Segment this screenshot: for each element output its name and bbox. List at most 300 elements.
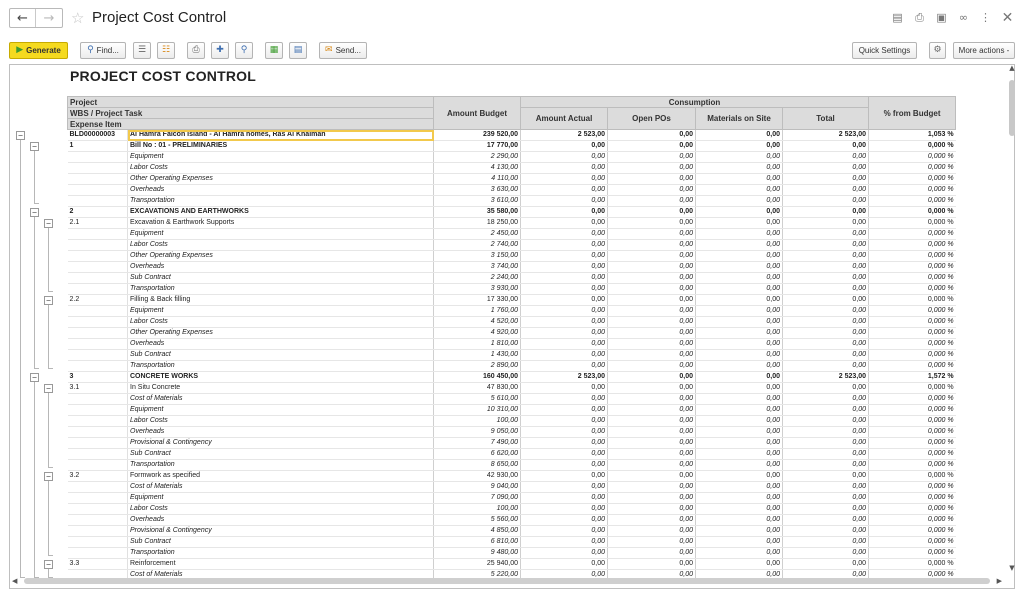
row-pct-budget: 0,000 % [869,350,956,361]
row-actual: 0,00 [521,361,608,372]
row-description: Labor Costs [128,240,434,251]
outline-line [48,305,49,368]
table-row[interactable] [68,262,956,273]
row-description: Equipment [128,229,434,240]
row-budget: 5 220,00 [434,570,521,581]
row-open-pos: 0,00 [608,240,696,251]
table-row[interactable] [68,306,956,317]
row-budget: 35 580,00 [434,207,521,218]
navigation-buttons [9,8,63,28]
collapse-toggle-icon[interactable]: − [30,142,39,151]
table-row[interactable] [68,141,956,152]
row-total: 0,00 [783,163,869,174]
row-materials: 0,00 [696,460,783,471]
row-open-pos: 0,00 [608,185,696,196]
horizontal-scrollbar[interactable] [12,577,1002,585]
quick-settings-button[interactable] [852,42,917,59]
collapse-toggle-icon[interactable]: − [16,131,25,140]
row-code [68,460,128,471]
table-row[interactable] [68,229,956,240]
row-code [68,526,128,537]
save-icon[interactable]: ▤ [892,11,903,24]
row-actual: 0,00 [521,383,608,394]
row-actual: 0,00 [521,262,608,273]
row-pct-budget: 0,000 % [869,229,956,240]
row-pct-budget: 0,000 % [869,262,956,273]
print-icon[interactable]: ⎙ [915,10,924,24]
row-open-pos: 0,00 [608,196,696,207]
row-description: EXCAVATIONS AND EARTHWORKS [128,207,434,218]
row-code [68,339,128,350]
collapse-toggle-icon[interactable]: − [44,472,53,481]
row-actual: 0,00 [521,559,608,570]
collapse-toggle-icon[interactable]: − [44,560,53,569]
row-budget: 9 040,00 [434,482,521,493]
row-materials: 0,00 [696,570,783,581]
find-button[interactable] [80,42,126,59]
row-actual: 0,00 [521,240,608,251]
row-description: Labor Costs [128,163,434,174]
row-materials: 0,00 [696,284,783,295]
row-materials: 0,00 [696,141,783,152]
save-report-button[interactable] [289,42,307,59]
row-open-pos: 0,00 [608,405,696,416]
window-tools [889,9,1016,26]
row-code: 1 [68,141,128,152]
row-pct-budget: 0,000 % [869,526,956,537]
row-actual: 0,00 [521,427,608,438]
row-code [68,251,128,262]
row-total: 0,00 [783,207,869,218]
row-materials: 0,00 [696,438,783,449]
report-area [9,64,1015,589]
report-title: PROJECT COST CONTROL [70,68,257,84]
row-pct-budget: 0,000 % [869,427,956,438]
row-actual: 0,00 [521,284,608,295]
row-budget: 7 490,00 [434,438,521,449]
collapse-toggle-icon[interactable]: − [44,219,53,228]
row-code [68,163,128,174]
row-total: 0,00 [783,218,869,229]
row-actual: 0,00 [521,196,608,207]
row-budget: 17 770,00 [434,141,521,152]
row-open-pos: 0,00 [608,339,696,350]
row-pct-budget: 0,000 % [869,273,956,284]
row-total: 0,00 [783,141,869,152]
row-code [68,416,128,427]
row-budget: 6 620,00 [434,449,521,460]
row-total: 0,00 [783,493,869,504]
table-row[interactable] [68,328,956,339]
row-code [68,427,128,438]
row-budget: 3 630,00 [434,185,521,196]
row-code [68,328,128,339]
row-total: 0,00 [783,460,869,471]
row-total: 0,00 [783,295,869,306]
row-budget: 4 110,00 [434,174,521,185]
collapse-toggle-icon[interactable]: − [44,296,53,305]
header-consumption: Consumption [521,97,869,108]
title-bar [0,0,1024,36]
row-description: Other Operating Expenses [128,174,434,185]
table-row[interactable] [68,405,956,416]
row-materials: 0,00 [696,394,783,405]
row-actual: 0,00 [521,405,608,416]
header-materials-on-site: Materials on Site [696,108,783,130]
table-row[interactable] [68,174,956,185]
table-row[interactable] [68,152,956,163]
row-description: Overheads [128,339,434,350]
row-actual: 0,00 [521,504,608,515]
table-row[interactable] [68,493,956,504]
table-row[interactable] [68,559,956,570]
table-row[interactable] [68,427,956,438]
row-total: 0,00 [783,537,869,548]
row-code [68,515,128,526]
scroll-right-icon[interactable]: ▶ [996,577,1002,585]
row-open-pos: 0,00 [608,350,696,361]
table-row[interactable] [68,273,956,284]
table-row[interactable] [68,361,956,372]
row-budget: 3 150,00 [434,251,521,262]
row-code [68,229,128,240]
row-description: Sub Contract [128,537,434,548]
row-materials: 0,00 [696,372,783,383]
row-open-pos: 0,00 [608,152,696,163]
row-budget: 2 740,00 [434,240,521,251]
table-row[interactable] [68,515,956,526]
row-description: Transportation [128,361,434,372]
header-total: Total [783,108,869,130]
row-pct-budget: 0,000 % [869,174,956,185]
row-total: 0,00 [783,438,869,449]
send-button[interactable] [319,42,367,59]
row-total: 0,00 [783,449,869,460]
row-open-pos: 0,00 [608,262,696,273]
row-budget: 9 050,00 [434,427,521,438]
row-actual: 0,00 [521,229,608,240]
outline-tick [48,291,53,292]
play-icon: ▶ [16,45,24,55]
table-row[interactable] [68,394,956,405]
row-materials: 0,00 [696,405,783,416]
row-code [68,185,128,196]
forward-arrow-icon[interactable]: → [43,10,55,26]
table-row[interactable] [68,317,956,328]
row-description: Overheads [128,427,434,438]
row-open-pos: 0,00 [608,504,696,515]
row-materials: 0,00 [696,163,783,174]
table-row[interactable] [68,295,956,306]
collapse-all-button[interactable] [157,42,175,59]
table-row[interactable] [68,284,956,295]
generate-button[interactable] [9,42,68,59]
row-description: Provisional & Contingency [128,526,434,537]
row-materials: 0,00 [696,416,783,427]
table-row[interactable] [68,460,956,471]
table-row[interactable] [68,526,956,537]
row-open-pos: 0,00 [608,460,696,471]
close-icon[interactable]: ✕ [1001,9,1014,26]
row-actual: 0,00 [521,152,608,163]
row-materials: 0,00 [696,130,783,141]
row-budget: 47 830,00 [434,383,521,394]
row-description: Equipment [128,405,434,416]
row-budget: 2 290,00 [434,152,521,163]
table-row[interactable] [68,163,956,174]
row-code [68,438,128,449]
row-total: 0,00 [783,328,869,339]
row-actual: 0,00 [521,460,608,471]
row-actual: 0,00 [521,163,608,174]
row-materials: 0,00 [696,306,783,317]
row-description: Overheads [128,262,434,273]
row-open-pos: 0,00 [608,207,696,218]
header-open-pos: Open POs [608,108,696,130]
row-materials: 0,00 [696,251,783,262]
row-total: 0,00 [783,306,869,317]
row-budget: 42 930,00 [434,471,521,482]
row-code: 2.2 [68,295,128,306]
row-pct-budget: 0,000 % [869,328,956,339]
row-description: In Situ Concrete [128,383,434,394]
preview-icon[interactable]: ▣ [936,11,947,24]
search-icon: ⚲ [87,45,94,55]
table-row[interactable] [68,185,956,196]
row-total: 0,00 [783,229,869,240]
row-budget: 3 740,00 [434,262,521,273]
row-code: 2.1 [68,218,128,229]
row-code [68,504,128,515]
row-actual: 0,00 [521,526,608,537]
row-pct-budget: 1,572 % [869,372,956,383]
row-total: 0,00 [783,515,869,526]
row-description: Labor Costs [128,317,434,328]
more-actions-button[interactable] [953,42,1015,59]
row-budget: 239 520,00 [434,130,521,141]
outline-tick [48,467,53,468]
table-row[interactable] [68,482,956,493]
row-open-pos: 0,00 [608,515,696,526]
row-materials: 0,00 [696,548,783,559]
row-pct-budget: 0,000 % [869,537,956,548]
cost-table [67,96,955,581]
row-code: 2 [68,207,128,218]
outline-tick [48,555,53,556]
horizontal-scroll-thumb[interactable] [24,578,990,584]
row-actual: 0,00 [521,295,608,306]
export-excel-button[interactable] [265,42,283,59]
row-budget: 1 810,00 [434,339,521,350]
vertical-scrollbar[interactable] [1008,64,1016,572]
row-description: Equipment [128,152,434,163]
row-open-pos: 0,00 [608,493,696,504]
row-open-pos: 0,00 [608,548,696,559]
outline-tick [34,368,39,369]
row-pct-budget: 0,000 % [869,207,956,218]
table-row[interactable] [68,537,956,548]
favorite-star-icon[interactable]: ☆ [71,9,85,27]
row-open-pos: 0,00 [608,361,696,372]
row-actual: 0,00 [521,185,608,196]
row-actual: 0,00 [521,207,608,218]
row-actual: 0,00 [521,317,608,328]
vertical-scroll-thumb[interactable] [1009,80,1015,136]
zoom-icon: ⚲ [240,45,248,55]
row-code [68,152,128,163]
row-budget: 6 810,00 [434,537,521,548]
row-pct-budget: 0,000 % [869,240,956,251]
table-body [68,130,956,581]
row-open-pos: 0,00 [608,482,696,493]
row-budget: 4 850,00 [434,526,521,537]
back-arrow-icon[interactable]: ← [10,9,36,27]
zoom-button[interactable] [235,42,253,59]
row-description: Equipment [128,493,434,504]
table-row[interactable] [68,218,956,229]
table-row[interactable] [68,240,956,251]
outline-line [48,393,49,467]
row-materials: 0,00 [696,218,783,229]
row-total: 0,00 [783,482,869,493]
row-actual: 0,00 [521,537,608,548]
row-actual: 0,00 [521,449,608,460]
row-pct-budget: 0,000 % [869,548,956,559]
collapse-toggle-icon[interactable]: − [30,373,39,382]
row-materials: 0,00 [696,427,783,438]
row-actual: 0,00 [521,273,608,284]
row-open-pos: 0,00 [608,471,696,482]
row-budget: 4 920,00 [434,328,521,339]
row-open-pos: 0,00 [608,394,696,405]
row-materials: 0,00 [696,152,783,163]
row-actual: 0,00 [521,141,608,152]
row-actual: 0,00 [521,438,608,449]
row-pct-budget: 0,000 % [869,504,956,515]
row-budget: 3 930,00 [434,284,521,295]
row-total: 0,00 [783,262,869,273]
collapse-toggle-icon[interactable]: − [44,384,53,393]
table-row[interactable] [68,438,956,449]
row-open-pos: 0,00 [608,372,696,383]
table-row[interactable] [68,196,956,207]
row-pct-budget: 0,000 % [869,570,956,581]
row-actual: 0,00 [521,251,608,262]
table-row[interactable] [68,471,956,482]
expand-all-button[interactable] [133,42,151,59]
row-total: 0,00 [783,504,869,515]
outline-line [34,382,35,577]
row-actual: 0,00 [521,218,608,229]
row-materials: 0,00 [696,185,783,196]
find-button-label: Find... [96,46,119,55]
row-materials: 0,00 [696,295,783,306]
row-budget: 8 650,00 [434,460,521,471]
table-row[interactable] [68,449,956,460]
fit-button[interactable] [211,42,229,59]
row-open-pos: 0,00 [608,449,696,460]
row-total: 0,00 [783,152,869,163]
row-budget: 5 560,00 [434,515,521,526]
row-code [68,196,128,207]
row-budget: 10 310,00 [434,405,521,416]
row-budget: 4 520,00 [434,317,521,328]
scroll-up-icon[interactable]: ▲ [1009,64,1015,72]
table-row[interactable] [68,416,956,427]
collapse-toggle-icon[interactable]: − [30,208,39,217]
row-pct-budget: 0,000 % [869,284,956,295]
row-code [68,284,128,295]
table-row[interactable] [68,350,956,361]
row-pct-budget: 0,000 % [869,306,956,317]
print-button[interactable] [187,42,205,59]
table-row[interactable] [68,548,956,559]
row-pct-budget: 0,000 % [869,196,956,207]
row-materials: 0,00 [696,273,783,284]
settings-button[interactable] [929,42,946,59]
row-open-pos: 0,00 [608,383,696,394]
outline-line [48,569,49,577]
row-code [68,262,128,273]
row-pct-budget: 0,000 % [869,559,956,570]
row-open-pos: 0,00 [608,174,696,185]
row-code [68,317,128,328]
table-row[interactable] [68,339,956,350]
row-total: 2 523,00 [783,130,869,141]
outline-tick [34,203,39,204]
row-budget: 7 090,00 [434,493,521,504]
header-amount-actual: Amount Actual [521,108,608,130]
row-code [68,273,128,284]
row-description: Labor Costs [128,504,434,515]
row-description: Overheads [128,185,434,196]
header-pct-budget: % from Budget [869,97,956,130]
outline-line [48,481,49,555]
row-description: Transportation [128,548,434,559]
scroll-left-icon[interactable]: ◀ [12,577,18,585]
row-materials: 0,00 [696,328,783,339]
row-code [68,482,128,493]
more-vertical-icon[interactable]: ⋮ [980,11,991,24]
row-total: 0,00 [783,174,869,185]
row-budget: 100,00 [434,416,521,427]
row-materials: 0,00 [696,383,783,394]
row-materials: 0,00 [696,207,783,218]
settings-icon: ⚙ [933,45,942,55]
row-materials: 0,00 [696,350,783,361]
row-budget: 18 250,00 [434,218,521,229]
row-open-pos: 0,00 [608,416,696,427]
link-icon[interactable]: ∞ [958,11,969,24]
scroll-down-icon[interactable]: ▼ [1009,564,1015,572]
spreadsheet-icon: ▦ [269,45,279,55]
disk-icon: ▤ [293,45,303,55]
table-row[interactable] [68,207,956,218]
collapse-icon: ☷ [161,45,171,55]
table-row[interactable] [68,130,956,141]
row-actual: 0,00 [521,471,608,482]
row-code: BLD00000003 [68,130,128,141]
move-icon: ✚ [216,45,224,55]
table-row[interactable] [68,372,956,383]
table-row[interactable] [68,251,956,262]
row-description: Other Operating Expenses [128,328,434,339]
table-row[interactable] [68,383,956,394]
row-code: 3.2 [68,471,128,482]
row-pct-budget: 0,000 % [869,163,956,174]
table-row[interactable] [68,504,956,515]
row-pct-budget: 0,000 % [869,482,956,493]
